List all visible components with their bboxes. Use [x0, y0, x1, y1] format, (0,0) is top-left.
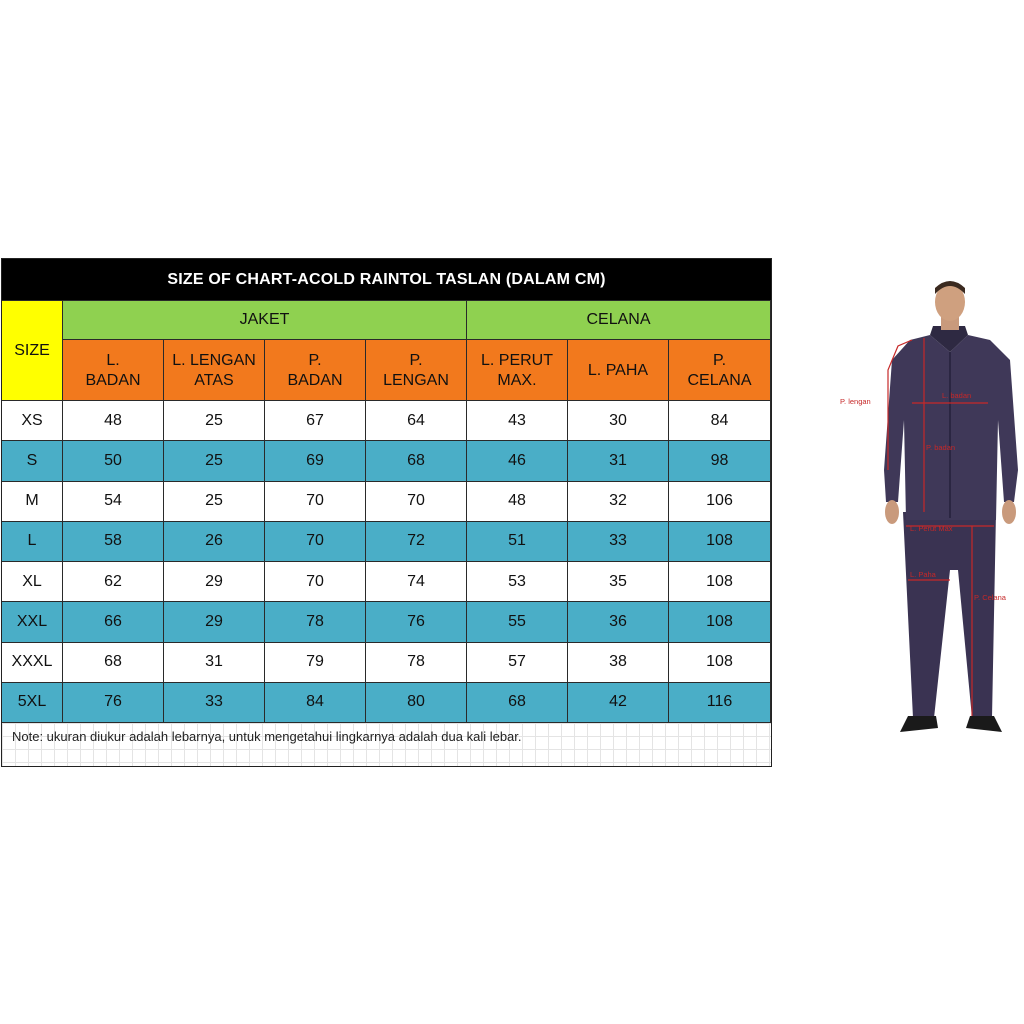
annotation-sleeve-length: P. lengan: [840, 397, 871, 406]
value-cell: 68: [366, 441, 467, 481]
value-cell: 58: [63, 522, 164, 562]
right-hand-shape: [1002, 500, 1016, 524]
value-cell: 70: [265, 482, 366, 522]
value-cell: 70: [265, 562, 366, 602]
note-row: [2, 723, 771, 766]
value-cell: 116: [669, 683, 771, 723]
size-cell: XL: [2, 562, 63, 602]
value-cell: 38: [568, 643, 669, 683]
value-cell: 98: [669, 441, 771, 481]
left-shoe-shape: [900, 716, 938, 732]
value-cell: 74: [366, 562, 467, 602]
trousers-shape: [903, 512, 996, 718]
value-cell: 57: [467, 643, 568, 683]
value-cell: 70: [366, 482, 467, 522]
size-cell: XXL: [2, 602, 63, 642]
size-cell: XXXL: [2, 643, 63, 683]
value-cell: 29: [164, 562, 265, 602]
annotation-chest-width: L. badan: [942, 391, 972, 400]
value-cell: 108: [669, 602, 771, 642]
value-cell: 30: [568, 401, 669, 441]
group-header-celana: CELANA: [467, 301, 771, 340]
value-cell: 35: [568, 562, 669, 602]
column-header: L. PERUT MAX.: [467, 340, 568, 401]
value-cell: 25: [164, 441, 265, 481]
value-cell: 55: [467, 602, 568, 642]
value-cell: 68: [467, 683, 568, 723]
value-cell: 50: [63, 441, 164, 481]
value-cell: 43: [467, 401, 568, 441]
value-cell: 108: [669, 522, 771, 562]
column-header: L. BADAN: [63, 340, 164, 401]
column-header: L. LENGAN ATAS: [164, 340, 265, 401]
value-cell: 80: [366, 683, 467, 723]
column-header: P. BADAN: [265, 340, 366, 401]
column-header: P. LENGAN: [366, 340, 467, 401]
value-cell: 84: [265, 683, 366, 723]
value-cell: 66: [63, 602, 164, 642]
size-cell: M: [2, 482, 63, 522]
value-cell: 79: [265, 643, 366, 683]
value-cell: 25: [164, 482, 265, 522]
value-cell: 32: [568, 482, 669, 522]
column-header: L. PAHA: [568, 340, 669, 401]
value-cell: 36: [568, 602, 669, 642]
value-cell: 72: [366, 522, 467, 562]
value-cell: 76: [366, 602, 467, 642]
value-cell: 33: [568, 522, 669, 562]
note-text: Note: ukuran diukur adalah lebarnya, untuk mengetahui lingkarnya adalah dua kali lebar.: [12, 729, 522, 744]
annotation-body-length: P. badan: [926, 443, 956, 452]
annotation-waist-width: L. Perut Max: [910, 524, 953, 533]
column-header: P. CELANA: [669, 340, 771, 401]
value-cell: 67: [265, 401, 366, 441]
left-hand-shape: [885, 500, 899, 524]
model-photo-illustration: [800, 280, 1024, 766]
value-cell: 53: [467, 562, 568, 602]
value-cell: 106: [669, 482, 771, 522]
chart-title: SIZE OF CHART-ACOLD RAINTOL TASLAN (DALAM CM): [2, 259, 771, 301]
annotation-thigh-width: L. Paha: [910, 570, 936, 579]
value-cell: 29: [164, 602, 265, 642]
value-cell: 54: [63, 482, 164, 522]
value-cell: 31: [164, 643, 265, 683]
value-cell: 84: [669, 401, 771, 441]
value-cell: 46: [467, 441, 568, 481]
value-cell: 48: [467, 482, 568, 522]
size-column-header: SIZE: [2, 301, 63, 401]
annotation-trouser-length: P. Celana: [974, 593, 1006, 602]
size-cell: XS: [2, 401, 63, 441]
value-cell: 31: [568, 441, 669, 481]
value-cell: 62: [63, 562, 164, 602]
value-cell: 33: [164, 683, 265, 723]
size-chart-table: [1, 258, 772, 767]
value-cell: 70: [265, 522, 366, 562]
right-shoe-shape: [966, 716, 1002, 732]
group-header-jaket: JAKET: [63, 301, 467, 340]
value-cell: 64: [366, 401, 467, 441]
value-cell: 68: [63, 643, 164, 683]
value-cell: 108: [669, 643, 771, 683]
value-cell: 42: [568, 683, 669, 723]
size-cell: L: [2, 522, 63, 562]
jacket-shape: [884, 335, 1018, 520]
value-cell: 108: [669, 562, 771, 602]
value-cell: 76: [63, 683, 164, 723]
value-cell: 78: [366, 643, 467, 683]
model-photo: [800, 280, 1024, 766]
value-cell: 69: [265, 441, 366, 481]
value-cell: 48: [63, 401, 164, 441]
size-cell: 5XL: [2, 683, 63, 723]
value-cell: 78: [265, 602, 366, 642]
value-cell: 26: [164, 522, 265, 562]
size-cell: S: [2, 441, 63, 481]
value-cell: 25: [164, 401, 265, 441]
value-cell: 51: [467, 522, 568, 562]
